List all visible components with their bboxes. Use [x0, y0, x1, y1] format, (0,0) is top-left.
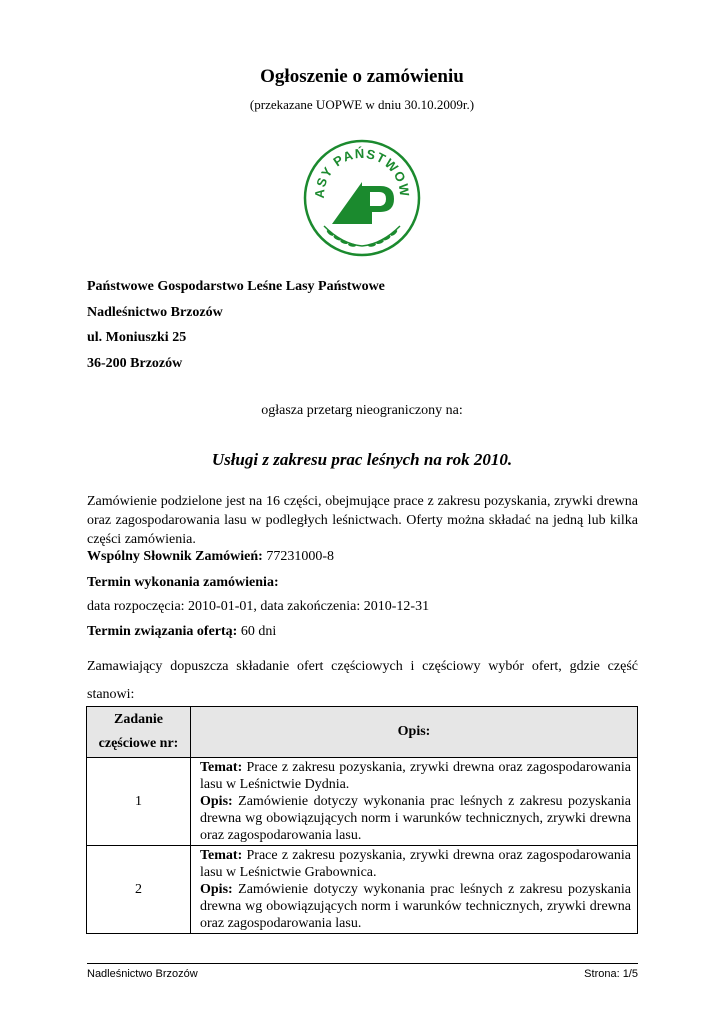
cpv-line [87, 549, 334, 565]
cpv-value: 77231000-8 [262, 549, 334, 564]
header-part-number-line1: Zadanie [113, 712, 163, 727]
binding-line [87, 624, 276, 640]
part-description [191, 758, 638, 846]
parts-table [86, 706, 638, 934]
table-row [87, 758, 638, 846]
term-value: data rozpoczęcia: 2010-01-01, data zakończenia: 2010-12-31 [87, 599, 430, 614]
issuer-name: Państwowe Gospodarstwo Leśne Lasy Państwowe [87, 279, 385, 294]
part-number: 2 [87, 846, 191, 934]
cpv-label: Wspólny Słownik Zamówień: [87, 549, 263, 564]
partial-offers-paragraph: Zamawiający dopuszcza składanie ofert częściowych i częściowy wybór ofert, gdzie część stanowi: [87, 659, 638, 702]
topic-text: Prace z zakresu pozyskania, zrywki drewna oraz zagospodarowania lasu w Leśnictwie Dydnia. [200, 760, 631, 792]
logo-text: ASY PAŃSTWOW [311, 145, 413, 199]
part-description [191, 846, 638, 934]
issuer-unit: Nadleśnictwo Brzozów [87, 305, 223, 320]
table-header-row [87, 707, 638, 758]
lasy-panstwowe-logo [302, 134, 422, 259]
footer-page-number: Strona: 1/5 [584, 968, 638, 980]
intro-paragraph: Zamówienie podzielone jest na 16 części, obejmujące prace z zakresu pozyskania, zrywki drewna oraz zagospodarowania lasu w podległych leśnictwach. Oferty można składać na jedną lub kilka części zamówienia. [87, 494, 638, 547]
binding-label: Termin związania ofertą: [87, 624, 238, 639]
desc-label: Opis: [200, 794, 233, 809]
page-subtitle: (przekazane UOPWE w dniu 30.10.2009r.) [249, 97, 475, 112]
tender-heading: Usługi z zakresu prac leśnych na rok 2010. [211, 450, 513, 469]
term-label: Termin wykonania zamówienia: [87, 575, 279, 590]
topic-label: Temat: [200, 848, 243, 863]
desc-label: Opis: [200, 882, 233, 897]
part-number: 1 [87, 758, 191, 846]
binding-value: 60 dni [237, 624, 277, 639]
topic-label: Temat: [200, 760, 243, 775]
footer-left: Nadleśnictwo Brzozów [87, 968, 198, 980]
announcement: ogłasza przetarg nieograniczony na: [261, 403, 463, 418]
table-row [87, 846, 638, 934]
issuer-street: ul. Moniuszki 25 [87, 330, 187, 345]
issuer-city: 36-200 Brzozów [87, 356, 183, 371]
header-part-number [87, 707, 191, 758]
header-part-number-line2: częściowe nr: [98, 736, 179, 751]
footer-divider [87, 963, 638, 964]
page-title: Ogłoszenie o zamówieniu [260, 66, 464, 87]
topic-text: Prace z zakresu pozyskania, zrywki drewna oraz zagospodarowania lasu w Leśnictwie Grabownica. [200, 848, 631, 880]
desc-text: Zamówienie dotyczy wykonania prac leśnych z zakresu pozyskania drewna wg obowiązujących norm i warunków technicznych, zrywki drewna oraz zagospodarowania lasu. [200, 794, 631, 843]
header-description: Opis: [191, 707, 638, 758]
desc-text: Zamówienie dotyczy wykonania prac leśnych z zakresu pozyskania drewna wg obowiązujących norm i warunków technicznych, zrywki drewna oraz zagospodarowania lasu. [200, 882, 631, 931]
